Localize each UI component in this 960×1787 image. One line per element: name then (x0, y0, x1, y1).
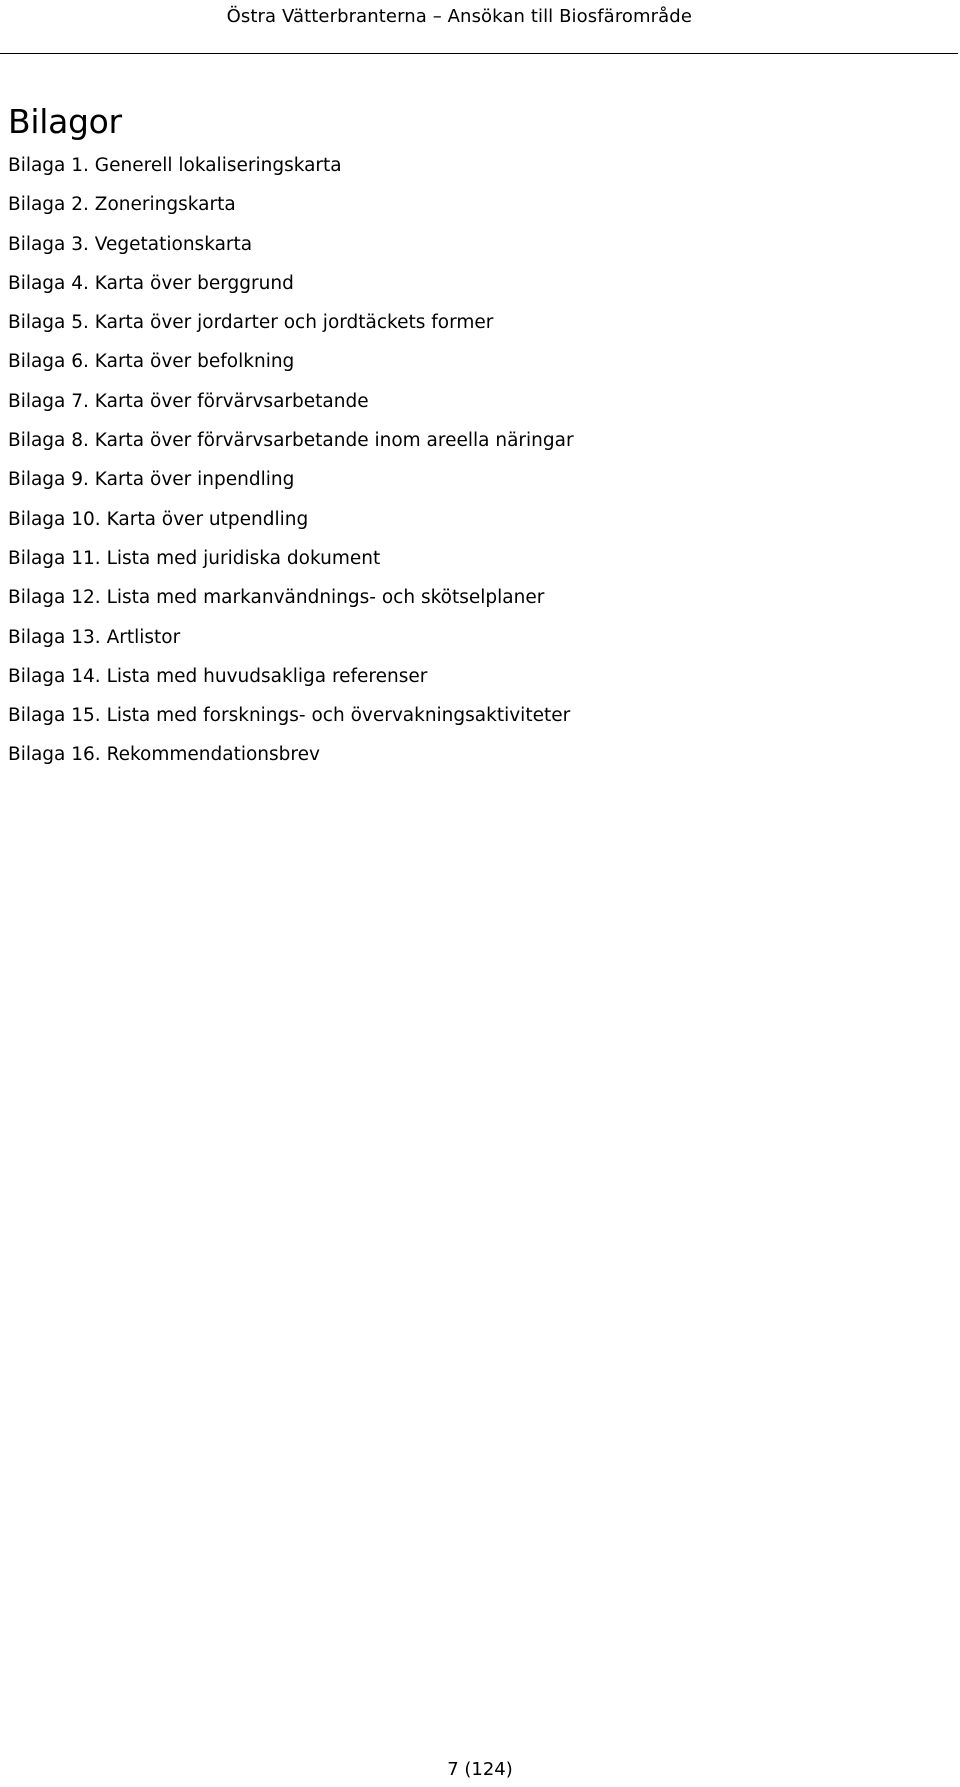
appendix-item-15: Bilaga 15. Lista med forsknings- och övervakningsaktiviteter (8, 705, 571, 727)
appendix-item-10: Bilaga 10. Karta över utpendling (8, 508, 309, 530)
appendix-item-3: Bilaga 3. Vegetationskarta (8, 233, 253, 255)
appendix-item-8: Bilaga 8. Karta över förvärvsarbetande inom areella näringar (8, 430, 574, 452)
appendix-list (8, 146, 908, 775)
page-content (8, 100, 908, 775)
page-number: 7 (124) (447, 1759, 513, 1780)
appendix-item-4: Bilaga 4. Karta över berggrund (8, 272, 294, 294)
section-heading: Bilagor (8, 102, 122, 141)
appendix-item-5: Bilaga 5. Karta över jordarter och jordtäckets former (8, 312, 494, 334)
appendix-item-16: Bilaga 16. Rekommendationsbrev (8, 744, 320, 766)
appendix-item-2: Bilaga 2. Zoneringskarta (8, 194, 236, 216)
appendix-item-1: Bilaga 1. Generell lokaliseringskarta (8, 155, 342, 176)
appendix-item-13: Bilaga 13. Artlistor (8, 626, 181, 648)
appendix-item-11: Bilaga 11. Lista med juridiska dokument (8, 547, 381, 569)
appendix-item-9: Bilaga 9. Karta över inpendling (8, 469, 295, 491)
page-header (0, 0, 958, 54)
appendix-item-6: Bilaga 6. Karta över befolkning (8, 351, 295, 373)
document-title: Östra Vätterbranterna – Ansökan till Biosfärområde (226, 6, 692, 27)
page-footer (0, 1758, 960, 1782)
appendix-item-14: Bilaga 14. Lista med huvudsakliga referenser (8, 665, 428, 687)
appendix-item-12: Bilaga 12. Lista med markanvändnings- och skötselplaner (8, 587, 545, 609)
appendix-item-7: Bilaga 7. Karta över förvärvsarbetande (8, 390, 369, 412)
